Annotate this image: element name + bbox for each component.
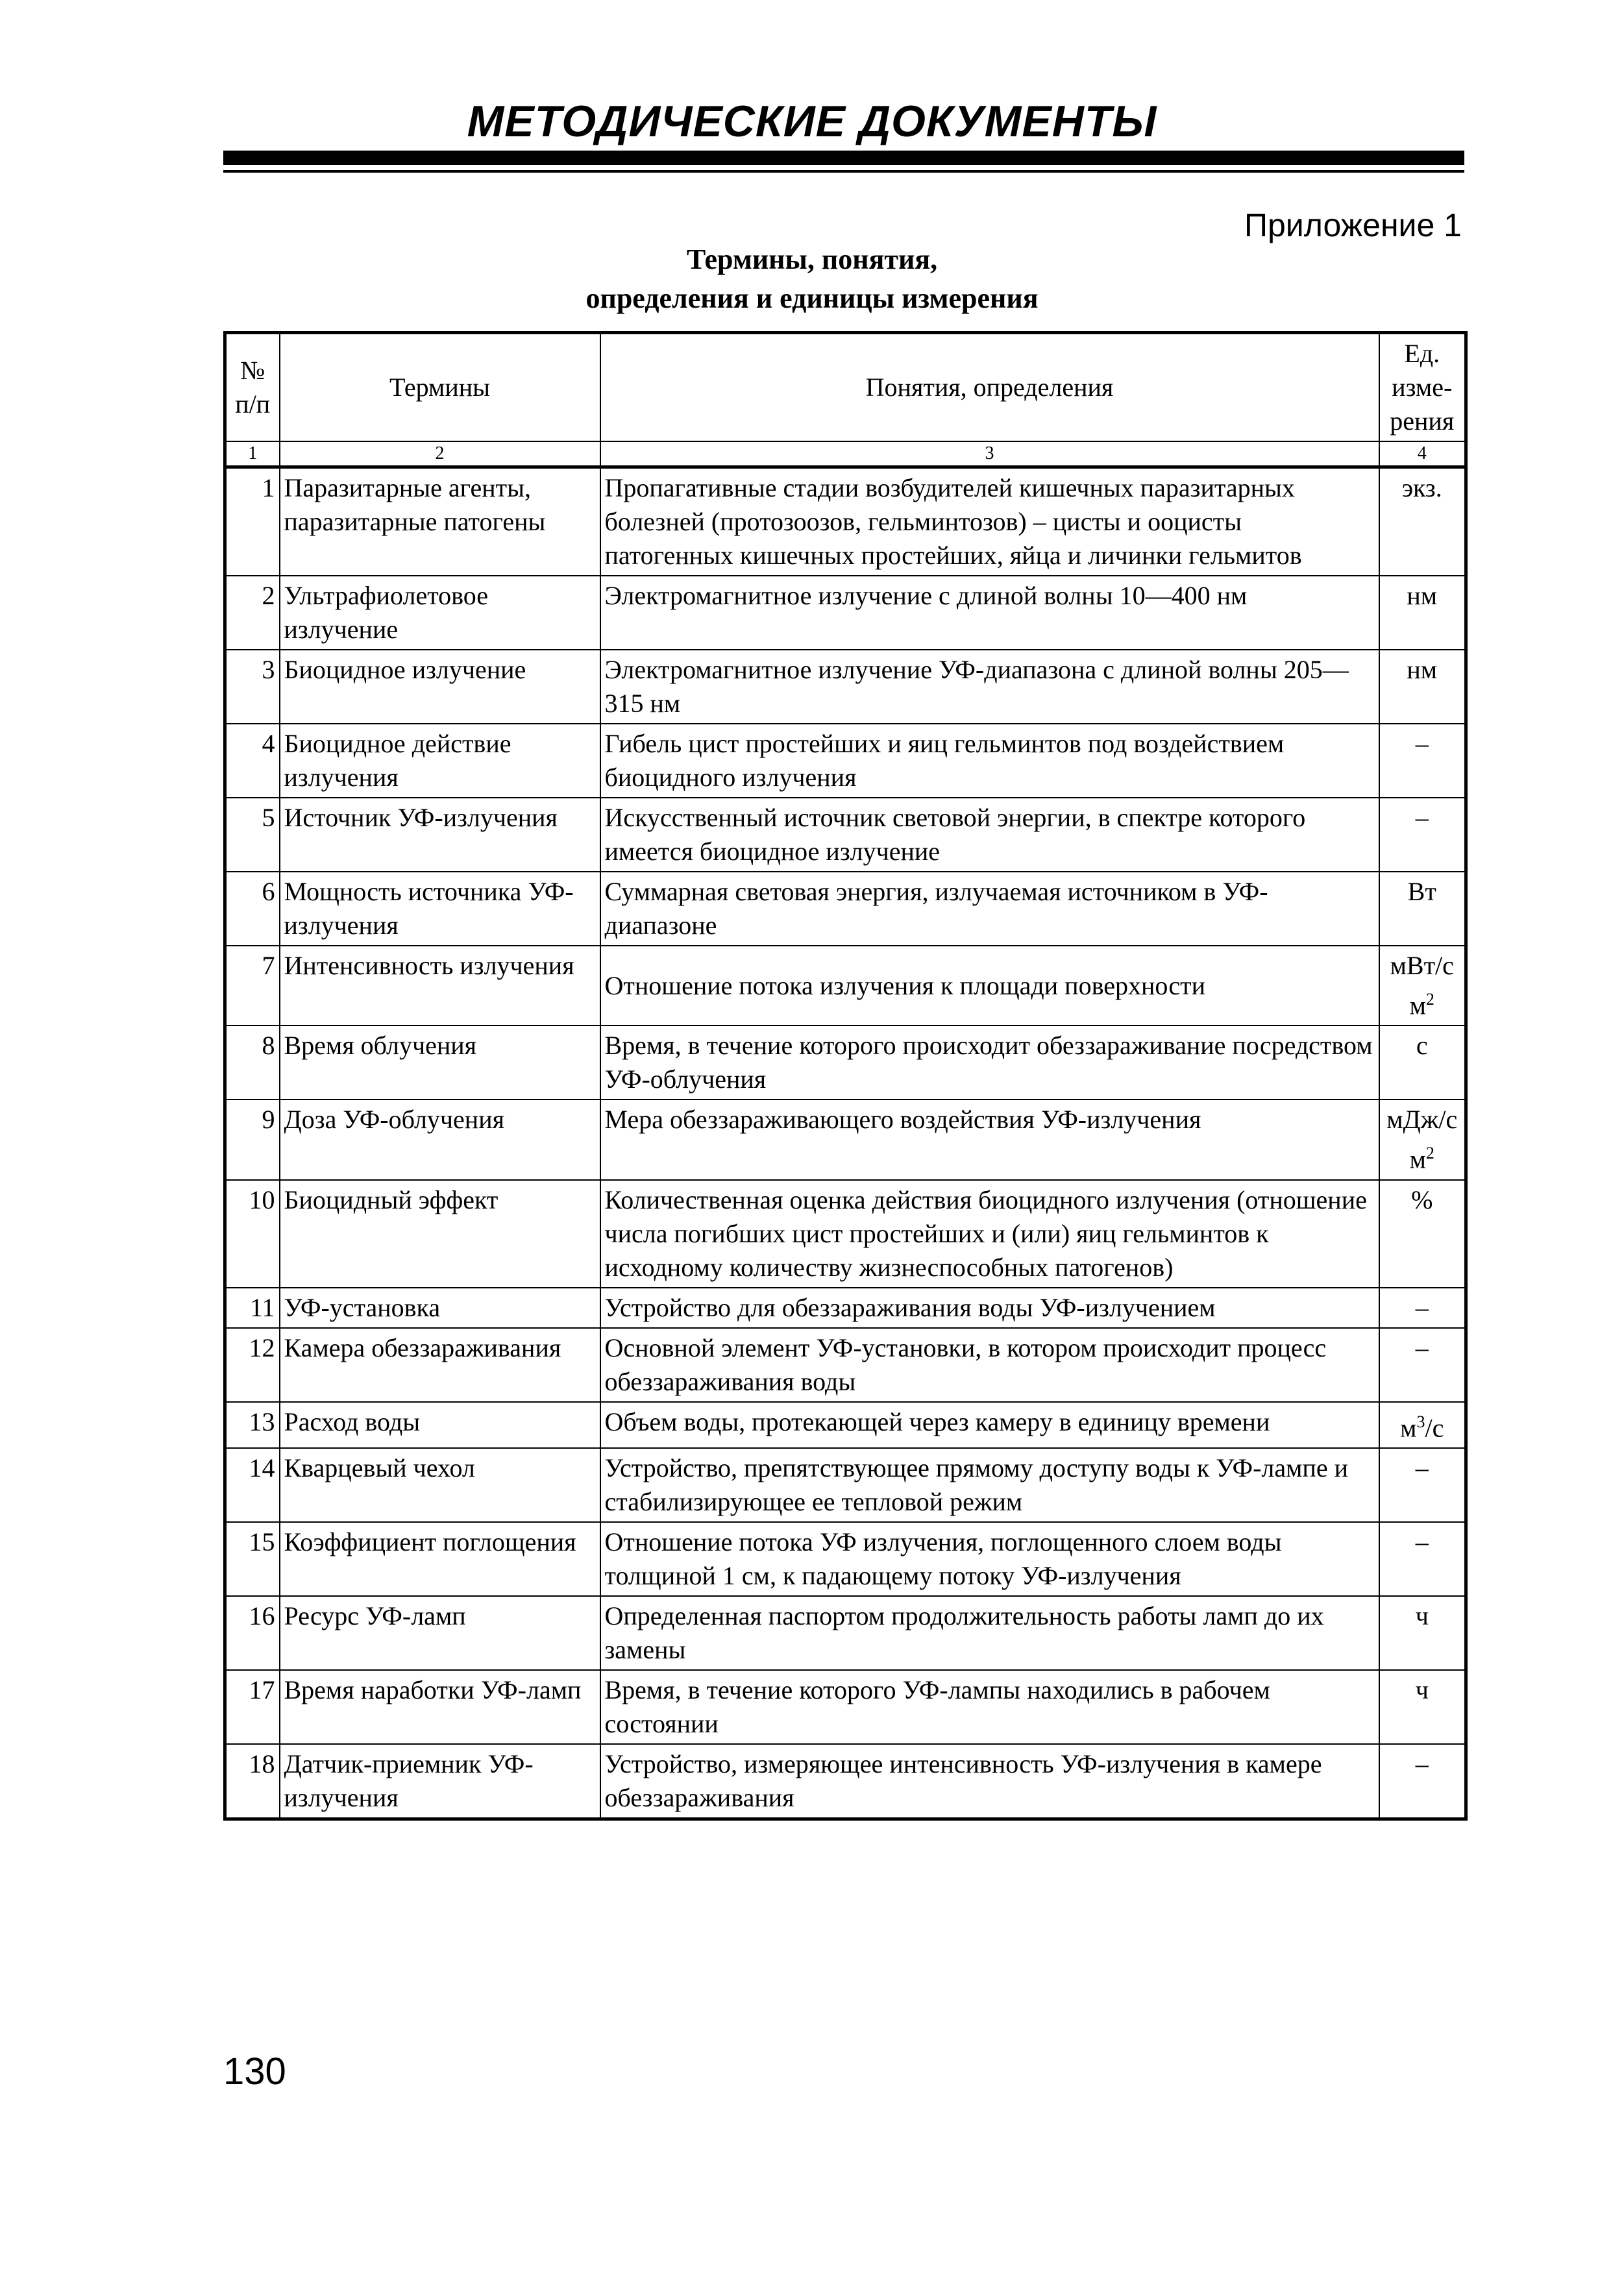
table-row bbox=[225, 724, 1466, 798]
document-title bbox=[0, 240, 1624, 318]
row-definition: Устройство, измеряющее интенсивность УФ-излучения в камере обеззараживания bbox=[600, 1744, 1379, 1819]
row-definition: Объем воды, протекающей через камеру в единицу времени bbox=[600, 1402, 1379, 1448]
unit-main: м bbox=[1400, 1412, 1417, 1442]
row-unit: – bbox=[1379, 1288, 1466, 1328]
page-number: 130 bbox=[223, 2050, 286, 2093]
row-unit: – bbox=[1379, 1744, 1466, 1819]
row-number: 1 bbox=[225, 467, 280, 576]
row-definition: Устройство, препятствующее прямому доступу воды к УФ-лампе и стабилизирующее ее тепловой режим bbox=[600, 1448, 1379, 1522]
table-row bbox=[225, 798, 1466, 872]
row-number: 15 bbox=[225, 1522, 280, 1596]
row-definition: Суммарная световая энергия, излучаемая источником в УФ-диапазоне bbox=[600, 872, 1379, 946]
unit-sub: м bbox=[1409, 990, 1426, 1020]
column-number-row bbox=[225, 441, 1466, 467]
unit-main: мВт/с bbox=[1390, 951, 1454, 980]
row-unit: Вт bbox=[1379, 872, 1466, 946]
row-number: 8 bbox=[225, 1026, 280, 1100]
row-definition: Отношение потока УФ излучения, поглощенного слоем воды толщиной 1 см, к падающему потоку УФ-излучения bbox=[600, 1522, 1379, 1596]
row-number: 17 bbox=[225, 1670, 280, 1744]
row-term: Время облучения bbox=[280, 1026, 600, 1100]
row-number: 16 bbox=[225, 1596, 280, 1670]
row-definition: Основной элемент УФ-установки, в котором происходит процесс обеззараживания воды bbox=[600, 1328, 1379, 1402]
row-number: 11 bbox=[225, 1288, 280, 1328]
row-definition: Электромагнитное излучение УФ-диапазона с длиной волны 205—315 нм bbox=[600, 650, 1379, 724]
row-unit: нм bbox=[1379, 576, 1466, 650]
row-unit: – bbox=[1379, 798, 1466, 872]
row-term: Ультрафиолетовое излучение bbox=[280, 576, 600, 650]
row-definition: Пропагативные стадии возбудителей кишечных паразитарных болезней (протозоозов, гельминтозов) – цисты и ооцисты патогенных кишечных простейших, яйца и личинки гельмитов bbox=[600, 467, 1379, 576]
table-row bbox=[225, 1100, 1466, 1179]
row-unit bbox=[1379, 946, 1466, 1026]
row-unit: – bbox=[1379, 724, 1466, 798]
row-term: УФ-установка bbox=[280, 1288, 600, 1328]
table-row bbox=[225, 1328, 1466, 1402]
table-row bbox=[225, 1288, 1466, 1328]
row-term: Биоцидное действие излучения bbox=[280, 724, 600, 798]
header-title: МЕТОДИЧЕСКИЕ ДОКУМЕНТЫ bbox=[467, 97, 1157, 146]
header-definition: Понятия, определения bbox=[600, 333, 1379, 442]
row-number: 18 bbox=[225, 1744, 280, 1819]
row-number: 14 bbox=[225, 1448, 280, 1522]
document-title-line1: Термины, понятия, bbox=[686, 243, 938, 275]
row-unit: % bbox=[1379, 1180, 1466, 1288]
row-term: Паразитарные агенты, паразитарные патогены bbox=[280, 467, 600, 576]
column-number: 1 bbox=[225, 441, 280, 467]
row-number: 9 bbox=[225, 1100, 280, 1179]
row-unit: – bbox=[1379, 1522, 1466, 1596]
table-row bbox=[225, 946, 1466, 1026]
row-term: Доза УФ-облучения bbox=[280, 1100, 600, 1179]
table-row bbox=[225, 872, 1466, 946]
table-header-row bbox=[225, 333, 1466, 442]
row-definition: Искусственный источник световой энергии, в спектре которого имеется биоцидное излучение bbox=[600, 798, 1379, 872]
unit-main: мДж/с bbox=[1386, 1105, 1458, 1135]
unit-exponent: 2 bbox=[1425, 1144, 1434, 1163]
row-term: Расход воды bbox=[280, 1402, 600, 1448]
column-number: 4 bbox=[1379, 441, 1466, 467]
row-unit bbox=[1379, 1402, 1466, 1448]
header-rule-thin bbox=[223, 170, 1464, 173]
row-number: 12 bbox=[225, 1328, 280, 1402]
unit-sub: м bbox=[1409, 1144, 1426, 1174]
row-number: 3 bbox=[225, 650, 280, 724]
row-definition: Мера обеззараживающего воздействия УФ-излучения bbox=[600, 1100, 1379, 1179]
header-rule-thick bbox=[223, 151, 1464, 165]
row-unit: нм bbox=[1379, 650, 1466, 724]
row-term: Интенсивность излучения bbox=[280, 946, 600, 1026]
row-number: 6 bbox=[225, 872, 280, 946]
table-row bbox=[225, 1670, 1466, 1744]
row-term: Камера обеззараживания bbox=[280, 1328, 600, 1402]
row-unit: ч bbox=[1379, 1670, 1466, 1744]
table-row bbox=[225, 576, 1466, 650]
row-number: 5 bbox=[225, 798, 280, 872]
row-number: 7 bbox=[225, 946, 280, 1026]
table-row bbox=[225, 1448, 1466, 1522]
table-row bbox=[225, 650, 1466, 724]
row-number: 10 bbox=[225, 1180, 280, 1288]
row-unit: с bbox=[1379, 1026, 1466, 1100]
row-number: 2 bbox=[225, 576, 280, 650]
unit-exponent: 2 bbox=[1425, 990, 1434, 1009]
unit-exponent: 3 bbox=[1416, 1412, 1425, 1431]
table-row bbox=[225, 1522, 1466, 1596]
row-definition: Гибель цист простейших и яиц гельминтов под воздействием биоцидного излучения bbox=[600, 724, 1379, 798]
table-row bbox=[225, 1744, 1466, 1819]
column-number: 3 bbox=[600, 441, 1379, 467]
table-row bbox=[225, 1026, 1466, 1100]
header-unit: Ед. изме-рения bbox=[1379, 333, 1466, 442]
table-row bbox=[225, 1596, 1466, 1670]
row-term: Время наработки УФ-ламп bbox=[280, 1670, 600, 1744]
unit-rest: /с bbox=[1425, 1412, 1444, 1442]
row-definition: Определенная паспортом продолжительность работы ламп до их замены bbox=[600, 1596, 1379, 1670]
row-number: 4 bbox=[225, 724, 280, 798]
row-term: Мощность источника УФ-излучения bbox=[280, 872, 600, 946]
row-unit: экз. bbox=[1379, 467, 1466, 576]
row-term: Коэффициент поглощения bbox=[280, 1522, 600, 1596]
row-number: 13 bbox=[225, 1402, 280, 1448]
row-definition: Время, в течение которого УФ-лампы находились в рабочем состоянии bbox=[600, 1670, 1379, 1744]
row-term: Датчик-приемник УФ-излучения bbox=[280, 1744, 600, 1819]
row-definition: Электромагнитное излучение с длиной волны 10—400 нм bbox=[600, 576, 1379, 650]
row-term: Биоцидное излучение bbox=[280, 650, 600, 724]
table-row bbox=[225, 1180, 1466, 1288]
row-term: Ресурс УФ-ламп bbox=[280, 1596, 600, 1670]
column-number: 2 bbox=[280, 441, 600, 467]
terms-table bbox=[223, 331, 1468, 1821]
row-definition: Устройство для обеззараживания воды УФ-излучением bbox=[600, 1288, 1379, 1328]
row-unit: – bbox=[1379, 1328, 1466, 1402]
row-term: Биоцидный эффект bbox=[280, 1180, 600, 1288]
table-row bbox=[225, 467, 1466, 576]
row-unit: – bbox=[1379, 1448, 1466, 1522]
document-title-line2: определения и единицы измерения bbox=[585, 282, 1039, 314]
row-unit: ч bbox=[1379, 1596, 1466, 1670]
appendix-label: Приложение 1 bbox=[1244, 207, 1462, 243]
row-definition: Количественная оценка действия биоцидного излучения (отношение числа погибших цист простейших и (или) яиц гельминтов к исходному количеству жизнеспособных патогенов) bbox=[600, 1180, 1379, 1288]
header-term: Термины bbox=[280, 333, 600, 442]
row-term: Источник УФ-излучения bbox=[280, 798, 600, 872]
row-term: Кварцевый чехол bbox=[280, 1448, 600, 1522]
table-row bbox=[225, 1402, 1466, 1448]
row-unit bbox=[1379, 1100, 1466, 1179]
row-definition: Отношение потока излучения к площади поверхности bbox=[600, 946, 1379, 1026]
row-definition: Время, в течение которого происходит обеззараживание посредством УФ-облучения bbox=[600, 1026, 1379, 1100]
header-num: № п/п bbox=[225, 333, 280, 442]
